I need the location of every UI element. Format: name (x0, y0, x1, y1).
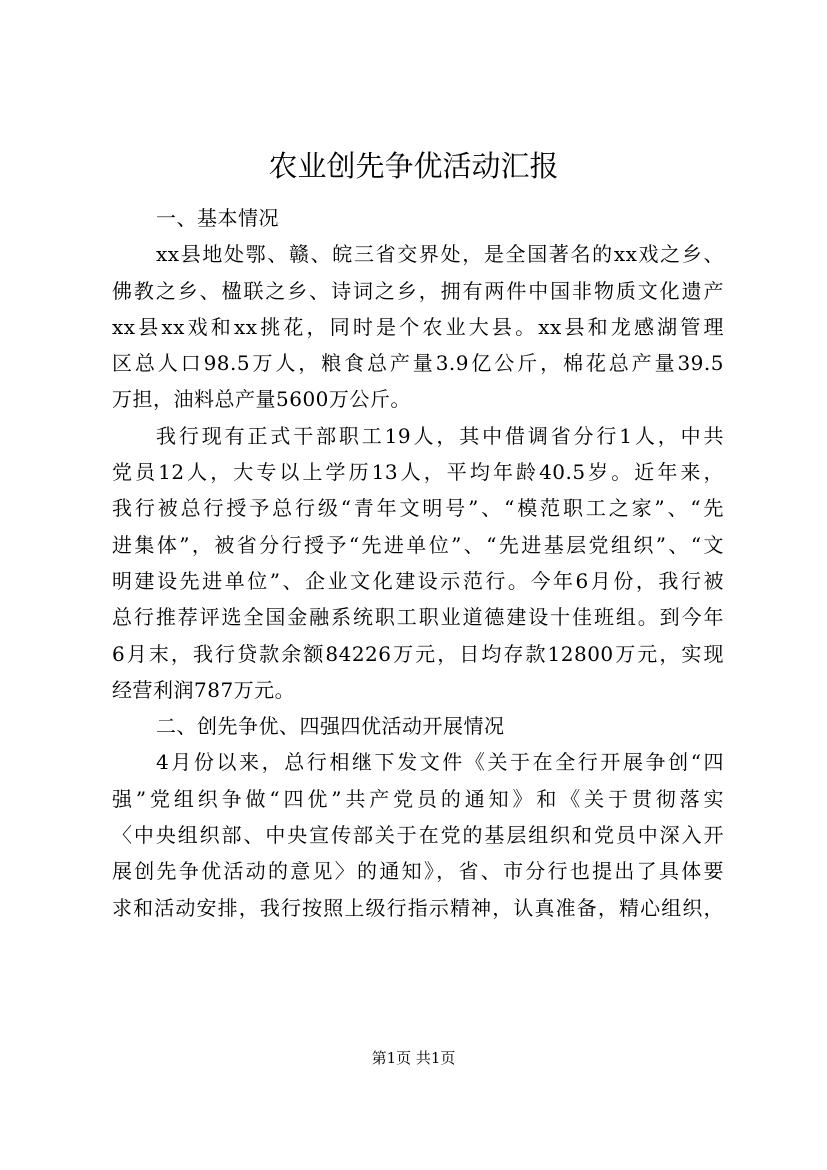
text-line: xx县xx戏和xx挑花，同时是个农业大县。xx县和龙感湖管理 (112, 314, 724, 339)
text-line: 明建设先进单位”、企业文化建设示范行。今年6月份，我行被 (112, 568, 724, 593)
text-line: 二、创先争优、四强四优活动开展情况 (156, 714, 505, 739)
text-line: 经营利润787万元。 (112, 677, 296, 702)
document-body (112, 200, 724, 926)
text-line: 6月末，我行贷款余额84226万元，日均存款12800万元，实现 (112, 641, 724, 666)
text-line: 〈中央组织部、中央宣传部关于在党的基层组织和党员中深入开 (112, 823, 724, 848)
text-line: 4月份以来，总行相继下发文件《关于在全行开展争创“四 (156, 750, 724, 775)
text-line: 党员12人，大专以上学历13人，平均年龄40.5岁。近年来， (112, 460, 724, 485)
text-line: 区总人口98.5万人，粮食总产量3.9亿公斤，棉花总产量39.5 (112, 351, 724, 376)
document-title: 农业创先争优活动汇报 (268, 149, 559, 183)
text-line: xx县地处鄂、赣、皖三省交界处，是全国著名的xx戏之乡、 (156, 242, 724, 267)
text-line: 我行被总行授予总行级“青年文明号”、“模范职工之家”、“先 (112, 496, 724, 521)
text-line: 展创先争优活动的意见〉的通知》，省、市分行也提出了具体要 (112, 859, 724, 884)
text-line: 万担，油料总产量5600万公斤。 (112, 387, 411, 412)
text-line: 求和活动安排，我行按照上级行指示精神，认真准备，精心组织， (112, 895, 724, 920)
page-footer: 第1页 共1页 (371, 1049, 456, 1067)
text-line: 总行推荐评选全国金融系统职工职业道德建设十佳班组。到今年 (112, 605, 724, 630)
text-line: 进集体”，被省分行授予“先进单位”、“先进基层党组织”、“文 (112, 532, 724, 557)
text-line: 佛教之乡、楹联之乡、诗词之乡，拥有两件中国非物质文化遗产 (112, 278, 724, 303)
text-line: 一、基本情况 (156, 206, 279, 230)
text-line: 我行现有正式干部职工19人，其中借调省分行1人，中共 (156, 423, 724, 448)
text-line: 强”党组织争做“四优”共产党员的通知》和《关于贯彻落实 (112, 786, 724, 811)
